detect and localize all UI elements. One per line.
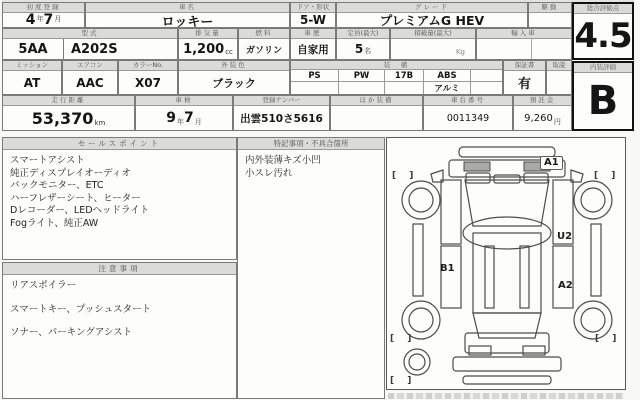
warranty-label: 保証書 [504, 61, 545, 71]
damage-marker-a1: A1 [540, 156, 563, 170]
load-capacity-label: 積載量(最大) [391, 29, 475, 39]
interior-score-cell [572, 61, 634, 131]
cautions-panel [2, 262, 237, 399]
history-label: 車歴 [291, 29, 335, 39]
fuel-cell [238, 28, 290, 60]
mileage-cell [2, 95, 135, 131]
first-registration-month: 7 [43, 13, 54, 27]
capacity-unit: 名 [364, 47, 372, 55]
model-code-label: 型式 [3, 29, 177, 39]
car-name-label: 車名 [86, 3, 289, 13]
warranty-cell [503, 60, 546, 95]
exterior-color-value: ブラック [212, 76, 256, 90]
drive-cell [528, 2, 572, 28]
cautions-title: 注意事項 [3, 263, 236, 275]
transmission-cell [2, 60, 62, 95]
sales-point-item: スマートアシスト [10, 155, 85, 166]
deposit-value: 9,260 [524, 112, 553, 124]
displacement-value: 1,200 [183, 41, 225, 57]
chassis-no-cell [423, 95, 513, 131]
displacement-cell [178, 28, 238, 60]
color-no-cell [118, 60, 178, 95]
grade-label: グレード [337, 3, 527, 13]
grade-value: プレミアムG HEV [379, 13, 485, 27]
first-registration-cell [2, 2, 85, 28]
model-code-cell [2, 28, 178, 60]
load-capacity-cell [390, 28, 476, 60]
damage-diagram-panel [386, 137, 626, 390]
inspection-label: 車検 [136, 96, 232, 106]
equipment-blank-5 [471, 82, 502, 94]
door-shape-cell [290, 2, 336, 28]
displacement-label: 排気量 [179, 29, 237, 39]
plate-number-cell [233, 95, 330, 131]
color-no-label: カラーNo. [119, 61, 177, 71]
import-cell [476, 28, 572, 60]
interior-score-value: B [587, 78, 619, 124]
first-registration-label: 初度登録 [3, 3, 84, 13]
other-equipment-value [331, 106, 422, 130]
overall-score-label: 総合評価点 [574, 4, 632, 14]
fuel-value: ガソリン [245, 45, 282, 56]
model-code-value: A202S [71, 41, 118, 57]
manual-label: 取説 [547, 61, 571, 71]
import-sub-left [477, 39, 532, 59]
sales-point-item: 純正ディスプレイオーディオ [10, 167, 131, 179]
damage-marker-b1: B1 [440, 263, 455, 274]
deposit-cell [513, 95, 572, 131]
inspection-month-unit: 月 [194, 118, 202, 126]
equipment-blank-2 [291, 82, 339, 94]
sales-points-title: セールスポイント [3, 138, 236, 150]
displacement-unit: cc [225, 48, 233, 56]
equipment-17b: 17B [385, 70, 424, 82]
remarks-line: 小スレ汚れ [245, 167, 293, 179]
inspection-year: 9 [166, 110, 176, 126]
door-shape-label: ドア・形状 [291, 3, 335, 13]
drive-value [529, 13, 571, 27]
diagram-bracket: [ ] [595, 334, 622, 344]
inspection-cell [135, 95, 233, 131]
diagram-bracket: [ ] [390, 334, 417, 344]
sales-points-panel [2, 137, 237, 260]
manual-value [547, 71, 571, 94]
color-no-value: X07 [135, 75, 161, 90]
equipment-blank-4 [385, 82, 424, 94]
inspection-month: 7 [184, 110, 194, 126]
equipment-cell [290, 60, 503, 95]
overall-score-value: 4.5 [574, 16, 632, 56]
other-equipment-cell [330, 95, 423, 131]
equipment-alloy: アルミ [424, 82, 471, 94]
diagram-bracket: [ ] [392, 171, 419, 181]
damage-marker-a2: A2 [558, 280, 573, 291]
door-shape-value: 5-W [299, 13, 327, 27]
caution-item: ソナー、パーキングアシスト [10, 327, 133, 338]
caution-item: リアスポイラー [10, 280, 77, 291]
capacity-value: 5 [354, 42, 364, 56]
deposit-unit: 円 [553, 118, 561, 126]
equipment-abs: ABS [424, 70, 471, 82]
chassis-no-value: 0011349 [446, 112, 490, 124]
plate-number-value: 出雲510さ5616 [240, 112, 323, 125]
remarks-title: 特記事項・不具合箇所 [238, 138, 384, 150]
caution-item: スマートキー、プッシュスタート [10, 303, 152, 315]
car-top-view-drawing [387, 138, 625, 389]
overall-score-cell [572, 2, 634, 60]
plate-number-label: 登録ナンバー [234, 96, 329, 106]
aircon-cell [62, 60, 118, 95]
equipment-blank-3 [339, 82, 385, 94]
sales-point-item: Fogライト、純正AW [10, 217, 99, 229]
remarks-panel [237, 137, 385, 399]
mileage-label: 走行距離 [3, 96, 134, 106]
transmission-value: AT [23, 75, 41, 90]
remarks-line: 内外装薄キズ小凹 [245, 155, 321, 166]
sales-point-item: ハーフレザーシート、ヒーター [10, 192, 141, 204]
history-value: 自家用 [297, 43, 329, 56]
drive-label: 駆動 [529, 3, 571, 13]
other-equipment-label: ほか装備 [331, 96, 422, 106]
exterior-color-cell [178, 60, 290, 95]
car-name-value: ロッキー [161, 14, 214, 27]
transmission-label: ミッション [3, 61, 61, 71]
month-unit: 月 [54, 15, 62, 23]
equipment-blank-1 [471, 70, 502, 82]
car-name-cell [85, 2, 290, 28]
capacity-cell [336, 28, 390, 60]
equipment-pw: PW [339, 70, 385, 82]
interior-score-label: 内装評価 [574, 63, 632, 73]
chassis-no-label: 車台番号 [424, 96, 512, 106]
aircon-label: エアコン [63, 61, 117, 71]
mileage-value: 53,370 [31, 108, 94, 128]
year-unit: 年 [36, 15, 44, 23]
diagram-bracket: [ ] [390, 376, 417, 386]
cutoff-footer-text [388, 393, 624, 399]
mileage-unit: km [94, 119, 106, 127]
damage-marker-u2: U2 [557, 231, 573, 242]
model-code-prefix: 5AA [3, 39, 64, 59]
inspection-year-unit: 年 [177, 118, 184, 126]
aircon-value: AAC [76, 75, 104, 90]
equipment-label: 装 備 [291, 61, 502, 70]
capacity-label: 定員(最大) [337, 29, 389, 39]
diagram-bracket: [ ] [594, 171, 621, 181]
equipment-ps: PS [291, 70, 339, 82]
grade-cell [336, 2, 528, 28]
load-capacity-unit: Kg [455, 48, 465, 56]
first-registration-year: 4 [25, 13, 36, 27]
import-label: 輸入車 [477, 29, 571, 39]
sales-point-item: バックモニター、ETC [10, 180, 104, 191]
fuel-label: 燃料 [239, 29, 289, 39]
exterior-color-label: 外装色 [179, 61, 289, 71]
manual-cell [546, 60, 572, 95]
deposit-label: 預託金 [514, 96, 571, 106]
warranty-value: 有 [517, 77, 531, 92]
import-sub-right [532, 39, 571, 59]
sales-point-item: Dレコーダー、LEDヘッドライト [10, 205, 150, 216]
history-cell [290, 28, 336, 60]
